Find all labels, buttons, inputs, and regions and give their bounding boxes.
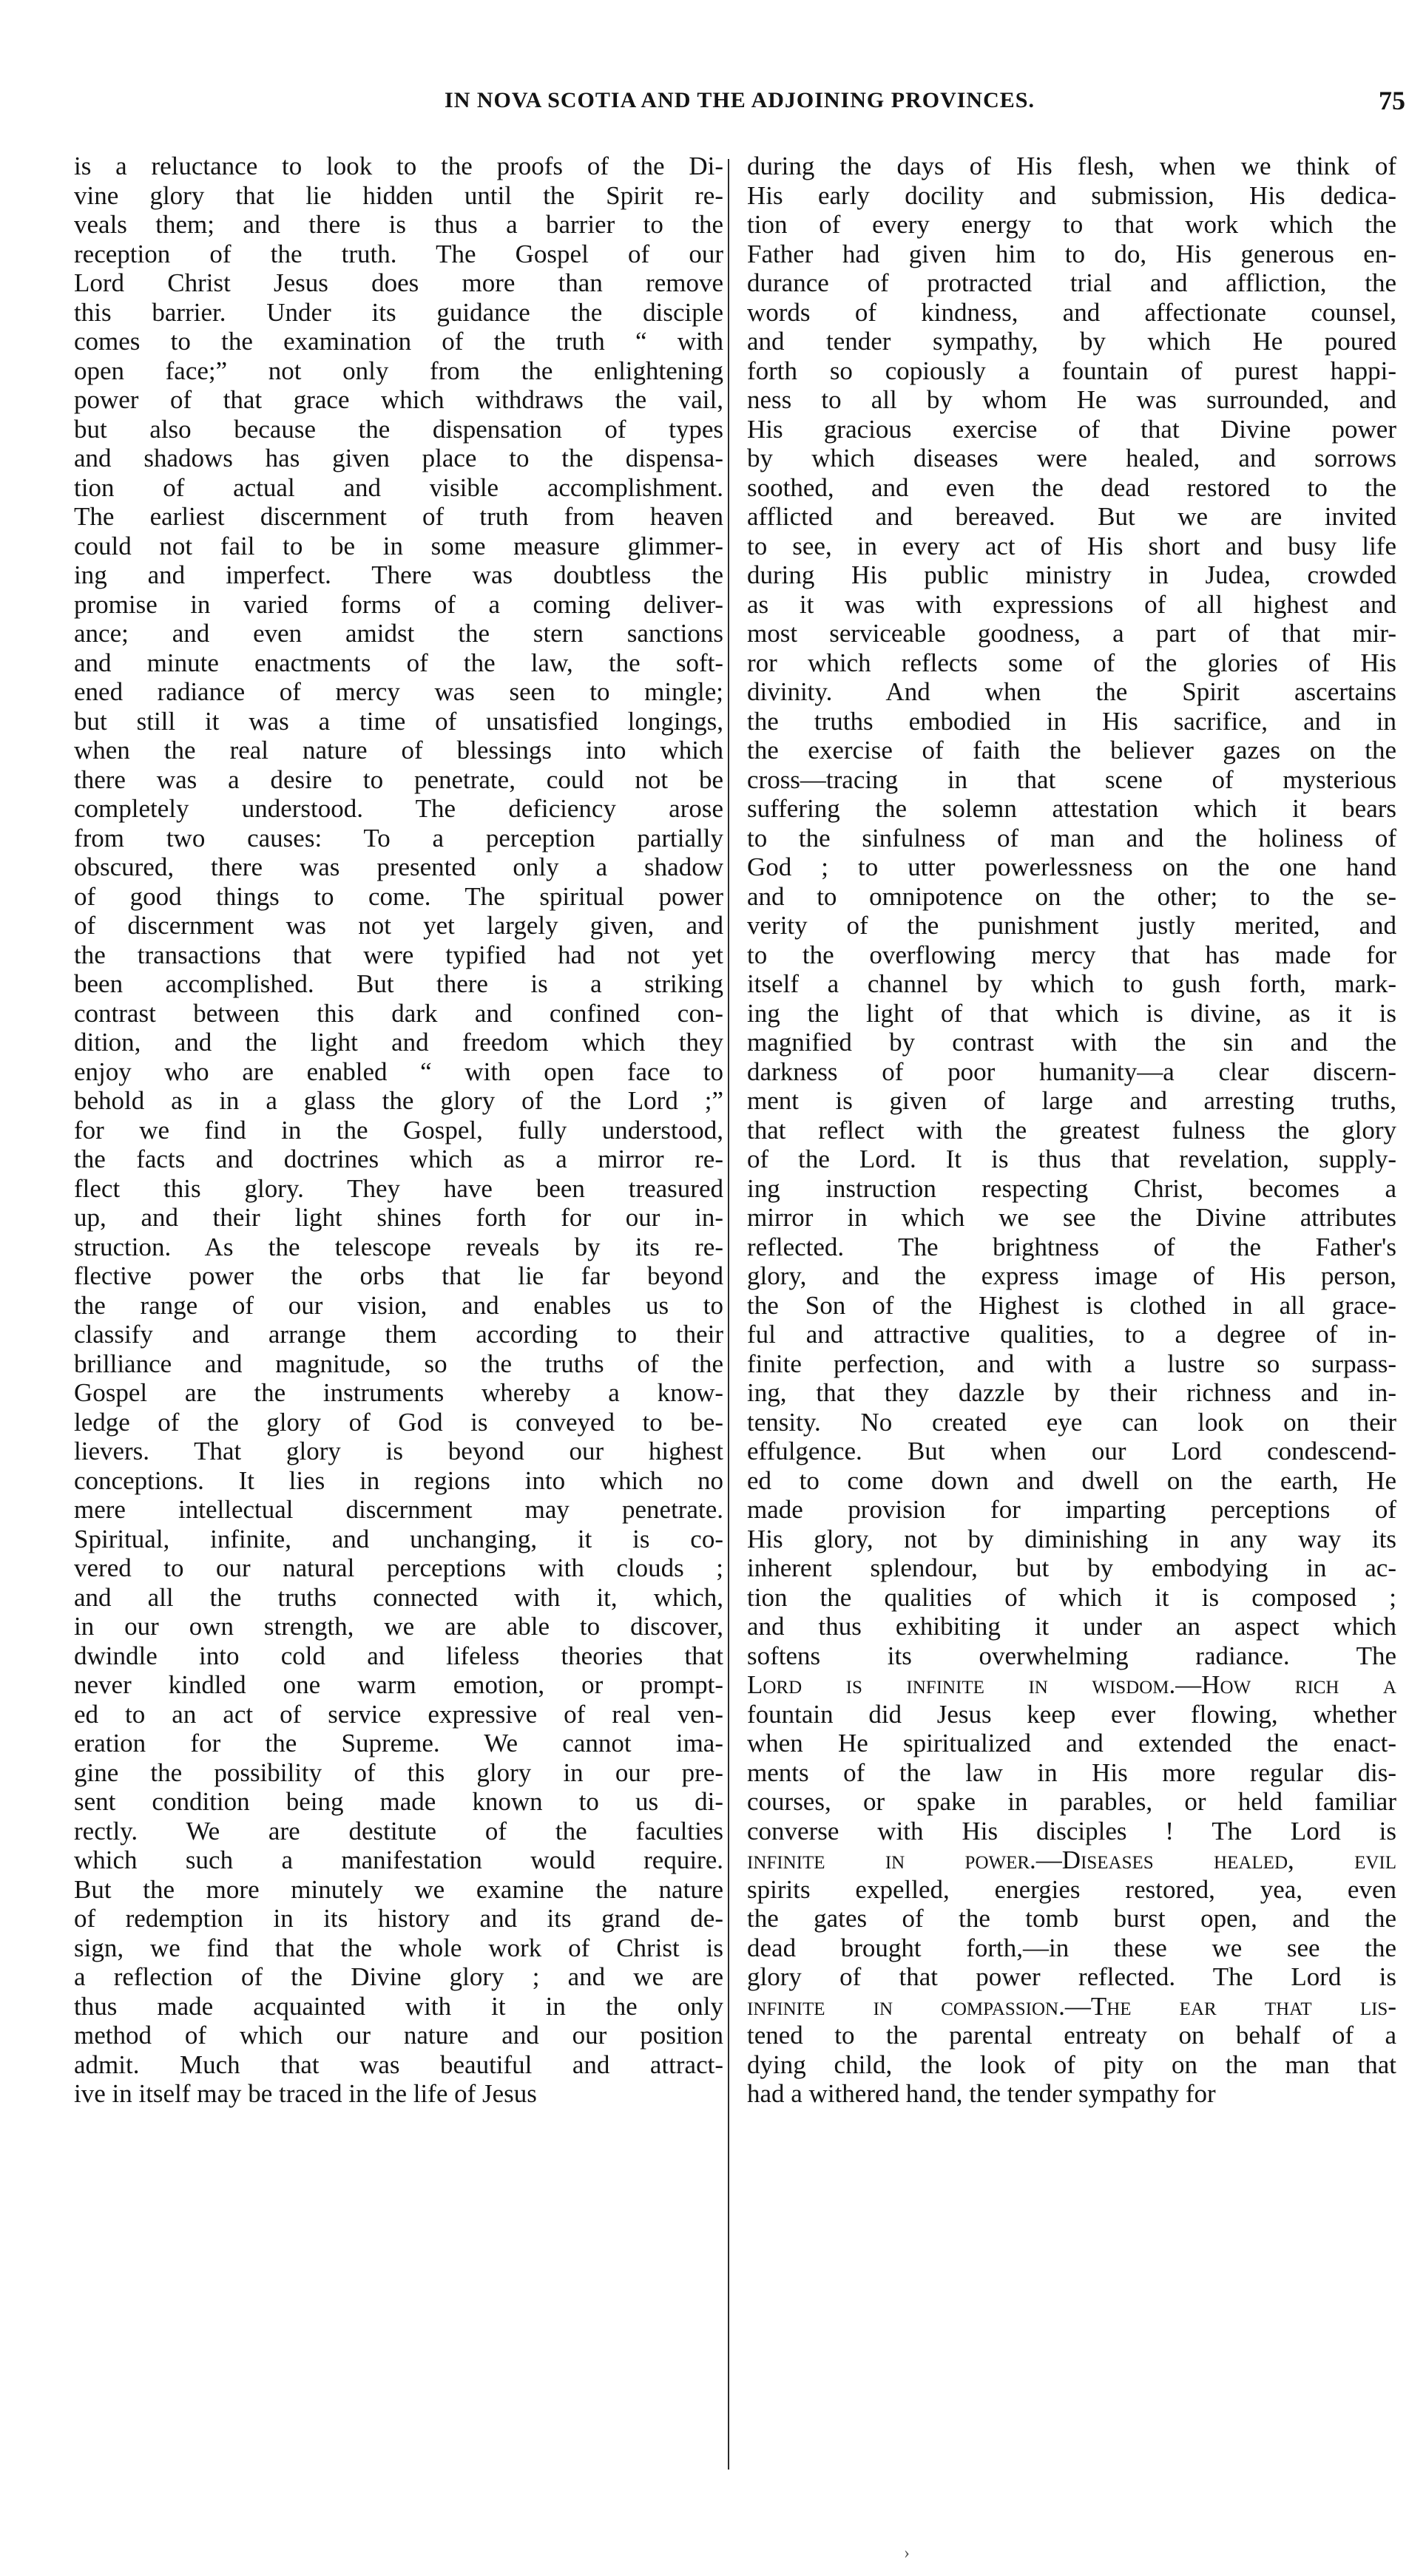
text-line: and tender sympathy, by which He poured bbox=[747, 327, 1396, 356]
text-line: veals them; and there is thus a barrier to the bbox=[74, 210, 723, 239]
text-line: when the real nature of blessings into which bbox=[74, 736, 723, 765]
text-line: infinite in compassion.—The ear that lis- bbox=[747, 1991, 1396, 2021]
text-line: reflected. The brightness of the Father's bbox=[747, 1232, 1396, 1261]
text-line: that reflect with the greatest fulness the glory bbox=[747, 1115, 1396, 1145]
text-line: durance of protracted trial and affliction, the bbox=[747, 268, 1396, 297]
text-line: had a withered hand, the tender sympathy for bbox=[747, 2079, 1216, 2108]
text-line: fountain did Jesus keep ever flowing, whether bbox=[747, 1699, 1396, 1729]
text-line: during the days of His flesh, when we think of bbox=[747, 152, 1396, 180]
text-line: ror which reflects some of the glories of His bbox=[747, 648, 1396, 677]
text-line: flect this glory. They have been treasured bbox=[74, 1173, 723, 1203]
text-line: there was a desire to penetrate, could not be bbox=[74, 765, 723, 794]
text-line: tion the qualities of which it is composed ; bbox=[747, 1582, 1396, 1612]
text-line: tensity. No created eye can look on their bbox=[747, 1407, 1396, 1437]
text-line: the range of our vision, and enables us to bbox=[74, 1290, 723, 1320]
page-number: 75 bbox=[1379, 86, 1405, 115]
text-line: suffering the solemn attestation which it bears bbox=[747, 794, 1396, 823]
text-line: ments of the law in His more regular dis- bbox=[747, 1758, 1396, 1787]
text-line: inherent splendour, but by embodying in ac- bbox=[747, 1553, 1396, 1582]
text-line: eration for the Supreme. We cannot ima- bbox=[74, 1729, 723, 1758]
text-line: ing instruction respecting Christ, becomes a bbox=[747, 1173, 1396, 1203]
text-line: ing the light of that which is divine, as it is bbox=[747, 998, 1396, 1028]
text-line: words of kindness, and affectionate counsel, bbox=[747, 297, 1396, 327]
text-line: mere intellectual discernment may penetrate. bbox=[74, 1495, 723, 1524]
text-line: to the sinfulness of man and the holiness of bbox=[747, 823, 1396, 853]
text-line: and shadows has given place to the dispensa- bbox=[74, 444, 723, 472]
text-line: the gates of the tomb burst open, and the bbox=[747, 1904, 1396, 1933]
text-line: made provision for imparting perceptions of bbox=[747, 1495, 1396, 1524]
column-divider bbox=[728, 159, 729, 2470]
text-line: vine glory that lie hidden until the Spirit re- bbox=[74, 180, 723, 210]
text-line: ness to all by whom He was surrounded, and bbox=[747, 385, 1396, 414]
text-line: comes to the examination of the truth “ with bbox=[74, 327, 723, 356]
text-line: of discernment was not yet largely given, and bbox=[74, 911, 723, 940]
right-column bbox=[747, 152, 1396, 2109]
text-line: dead brought forth,—in these we see the bbox=[747, 1933, 1396, 1962]
text-line: vered to our natural perceptions with clouds ; bbox=[74, 1553, 723, 1582]
text-line: the Son of the Highest is clothed in all grace- bbox=[747, 1290, 1396, 1320]
footer-mark: › bbox=[904, 2543, 910, 2563]
text-line: Spiritual, infinite, and unchanging, it is co- bbox=[74, 1524, 723, 1553]
text-line: But the more minutely we examine the nature bbox=[74, 1874, 723, 1904]
text-line: darkness of poor humanity—a clear discern- bbox=[747, 1057, 1396, 1086]
text-line: The earliest discernment of truth from heaven bbox=[74, 502, 723, 531]
text-line: rectly. We are destitute of the faculties bbox=[74, 1816, 723, 1845]
text-line: lievers. That glory is beyond our highest bbox=[74, 1437, 723, 1465]
text-line: afflicted and bereaved. But we are invited bbox=[747, 502, 1396, 531]
text-line: from two causes: To a perception partially bbox=[74, 823, 723, 853]
text-line: completely understood. The deficiency arose bbox=[74, 794, 723, 823]
text-line: Gospel are the instruments whereby a know- bbox=[74, 1378, 723, 1407]
text-line: reception of the truth. The Gospel of our bbox=[74, 239, 723, 268]
text-line: and to omnipotence on the other; to the se- bbox=[747, 881, 1396, 911]
text-line: admit. Much that was beautiful and attract- bbox=[74, 2050, 723, 2079]
text-line: itself a channel by which to gush forth, mark- bbox=[747, 969, 1396, 998]
text-line: of the Lord. It is thus that revelation, supply- bbox=[747, 1145, 1396, 1173]
text-line: verity of the punishment justly merited, and bbox=[747, 911, 1396, 940]
text-line: ful and attractive qualities, to a degree of in- bbox=[747, 1320, 1396, 1349]
text-line: power of that grace which withdraws the vail, bbox=[74, 385, 723, 414]
text-line: His early docility and submission, His dedica- bbox=[747, 180, 1396, 210]
text-line: magnified by contrast with the sin and the bbox=[747, 1028, 1396, 1057]
text-line: never kindled one warm emotion, or prompt- bbox=[74, 1670, 723, 1699]
text-line: to the overflowing mercy that has made for bbox=[747, 940, 1396, 969]
text-line: promise in varied forms of a coming deliver- bbox=[74, 589, 723, 619]
text-line: but still it was a time of unsatisfied longings, bbox=[74, 706, 723, 736]
left-column bbox=[74, 152, 723, 2109]
text-line: in our own strength, we are able to discover, bbox=[74, 1612, 723, 1641]
text-line: tened to the parental entreaty on behalf of a bbox=[747, 2021, 1396, 2050]
text-line: for we find in the Gospel, fully understood, bbox=[74, 1115, 723, 1145]
text-line: a reflection of the Divine glory ; and we are bbox=[74, 1962, 723, 1991]
text-line: mirror in which we see the Divine attributes bbox=[747, 1203, 1396, 1232]
text-line: as it was with expressions of all highest and bbox=[747, 589, 1396, 619]
text-line: the truths embodied in His sacrifice, and in bbox=[747, 706, 1396, 736]
text-line: could not fail to be in some measure glimmer- bbox=[74, 531, 723, 560]
text-line: obscured, there was presented only a shadow bbox=[74, 853, 723, 881]
text-line: courses, or spake in parables, or held familiar bbox=[747, 1787, 1396, 1816]
text-line: Father had given him to do, His generous en- bbox=[747, 239, 1396, 268]
text-line: the facts and doctrines which as a mirror re- bbox=[74, 1145, 723, 1173]
running-head bbox=[74, 80, 1405, 121]
running-title: IN NOVA SCOTIA AND THE ADJOINING PROVINCES. bbox=[445, 88, 1035, 112]
text-line: open face;” not only from the enlightening bbox=[74, 356, 723, 385]
text-line: divinity. And when the Spirit ascertains bbox=[747, 677, 1396, 706]
text-line: Lord Christ Jesus does more than remove bbox=[74, 268, 723, 297]
text-line: of redemption in its history and its grand de- bbox=[74, 1904, 723, 1933]
text-line: by which diseases were healed, and sorrows bbox=[747, 444, 1396, 472]
text-line: of good things to come. The spiritual power bbox=[74, 881, 723, 911]
text-line: up, and their light shines forth for our in- bbox=[74, 1203, 723, 1232]
text-line: this barrier. Under its guidance the disciple bbox=[74, 297, 723, 327]
text-line: the exercise of faith the believer gazes on the bbox=[747, 736, 1396, 765]
text-line: ance; and even amidst the stern sanctions bbox=[74, 619, 723, 648]
text-line: converse with His disciples ! The Lord is bbox=[747, 1816, 1396, 1845]
text-line: softens its overwhelming radiance. The bbox=[747, 1641, 1396, 1670]
text-line: tion of actual and visible accomplishment. bbox=[74, 472, 723, 502]
text-line: forth so copiously a fountain of purest happi- bbox=[747, 356, 1396, 385]
text-line: tion of every energy to that work which the bbox=[747, 210, 1396, 239]
text-line: ive in itself may be traced in the life of Jesus bbox=[74, 2079, 537, 2108]
text-line: sent condition being made known to us di- bbox=[74, 1787, 723, 1816]
text-line: gine the possibility of this glory in our pre- bbox=[74, 1758, 723, 1787]
text-line: dition, and the light and freedom which they bbox=[74, 1028, 723, 1057]
text-line: and thus exhibiting it under an aspect which bbox=[747, 1612, 1396, 1641]
text-line: ment is given of large and arresting truths, bbox=[747, 1086, 1396, 1115]
text-line: most serviceable goodness, a part of that mir- bbox=[747, 619, 1396, 648]
text-line: ed to an act of service expressive of real ven- bbox=[74, 1699, 723, 1729]
text-line: and minute enactments of the law, the soft- bbox=[74, 648, 723, 677]
text-line: behold as in a glass the glory of the Lord ;” bbox=[74, 1086, 723, 1115]
text-line: ened radiance of mercy was seen to mingle; bbox=[74, 677, 723, 706]
text-line: brilliance and magnitude, so the truths of the bbox=[74, 1349, 723, 1378]
text-line: ing and imperfect. There was doubtless the bbox=[74, 560, 723, 589]
text-line: sign, we find that the whole work of Christ is bbox=[74, 1933, 723, 1962]
text-line: dwindle into cold and lifeless theories that bbox=[74, 1641, 723, 1670]
text-line: glory, and the express image of His person, bbox=[747, 1261, 1396, 1290]
text-line: but also because the dispensation of types bbox=[74, 414, 723, 444]
text-line: been accomplished. But there is a striking bbox=[74, 969, 723, 998]
text-line: method of which our nature and our position bbox=[74, 2021, 723, 2050]
text-line: cross—tracing in that scene of mysterious bbox=[747, 765, 1396, 794]
text-line: glory of that power reflected. The Lord is bbox=[747, 1962, 1396, 1991]
text-line: Lord is infinite in wisdom.—How rich a bbox=[747, 1670, 1396, 1699]
text-line: classify and arrange them according to their bbox=[74, 1320, 723, 1349]
text-line: conceptions. It lies in regions into which no bbox=[74, 1465, 723, 1495]
text-line: enjoy who are enabled “ with open face to bbox=[74, 1057, 723, 1086]
text-line: when He spiritualized and extended the enact- bbox=[747, 1729, 1396, 1758]
text-line: flective power the orbs that lie far beyond bbox=[74, 1261, 723, 1290]
text-line: ing, that they dazzle by their richness and in- bbox=[747, 1378, 1396, 1407]
text-line: contrast between this dark and confined con- bbox=[74, 998, 723, 1028]
text-line: to see, in every act of His short and busy life bbox=[747, 531, 1396, 560]
text-line: dying child, the look of pity on the man that bbox=[747, 2050, 1396, 2079]
text-line: His glory, not by diminishing in any way its bbox=[747, 1524, 1396, 1553]
text-line: is a reluctance to look to the proofs of the Di- bbox=[74, 152, 723, 180]
text-line: thus made acquainted with it in the only bbox=[74, 1991, 723, 2021]
text-line: ed to come down and dwell on the earth, He bbox=[747, 1465, 1396, 1495]
text-line: soothed, and even the dead restored to the bbox=[747, 472, 1396, 502]
text-line: effulgence. But when our Lord condescend- bbox=[747, 1437, 1396, 1465]
text-line: and all the truths connected with it, which, bbox=[74, 1582, 723, 1612]
text-line: the transactions that were typified had not yet bbox=[74, 940, 723, 969]
text-line: God ; to utter powerlessness on the one hand bbox=[747, 853, 1396, 881]
text-line: during His public ministry in Judea, crowded bbox=[747, 560, 1396, 589]
text-line: struction. As the telescope reveals by its re- bbox=[74, 1232, 723, 1261]
text-line: which such a manifestation would require. bbox=[74, 1845, 723, 1874]
text-line: spirits expelled, energies restored, yea, even bbox=[747, 1874, 1396, 1904]
text-line: His gracious exercise of that Divine power bbox=[747, 414, 1396, 444]
text-line: infinite in power.—Diseases healed, evil bbox=[747, 1845, 1396, 1874]
text-line: ledge of the glory of God is conveyed to be- bbox=[74, 1407, 723, 1437]
text-line: finite perfection, and with a lustre so surpass- bbox=[747, 1349, 1396, 1378]
